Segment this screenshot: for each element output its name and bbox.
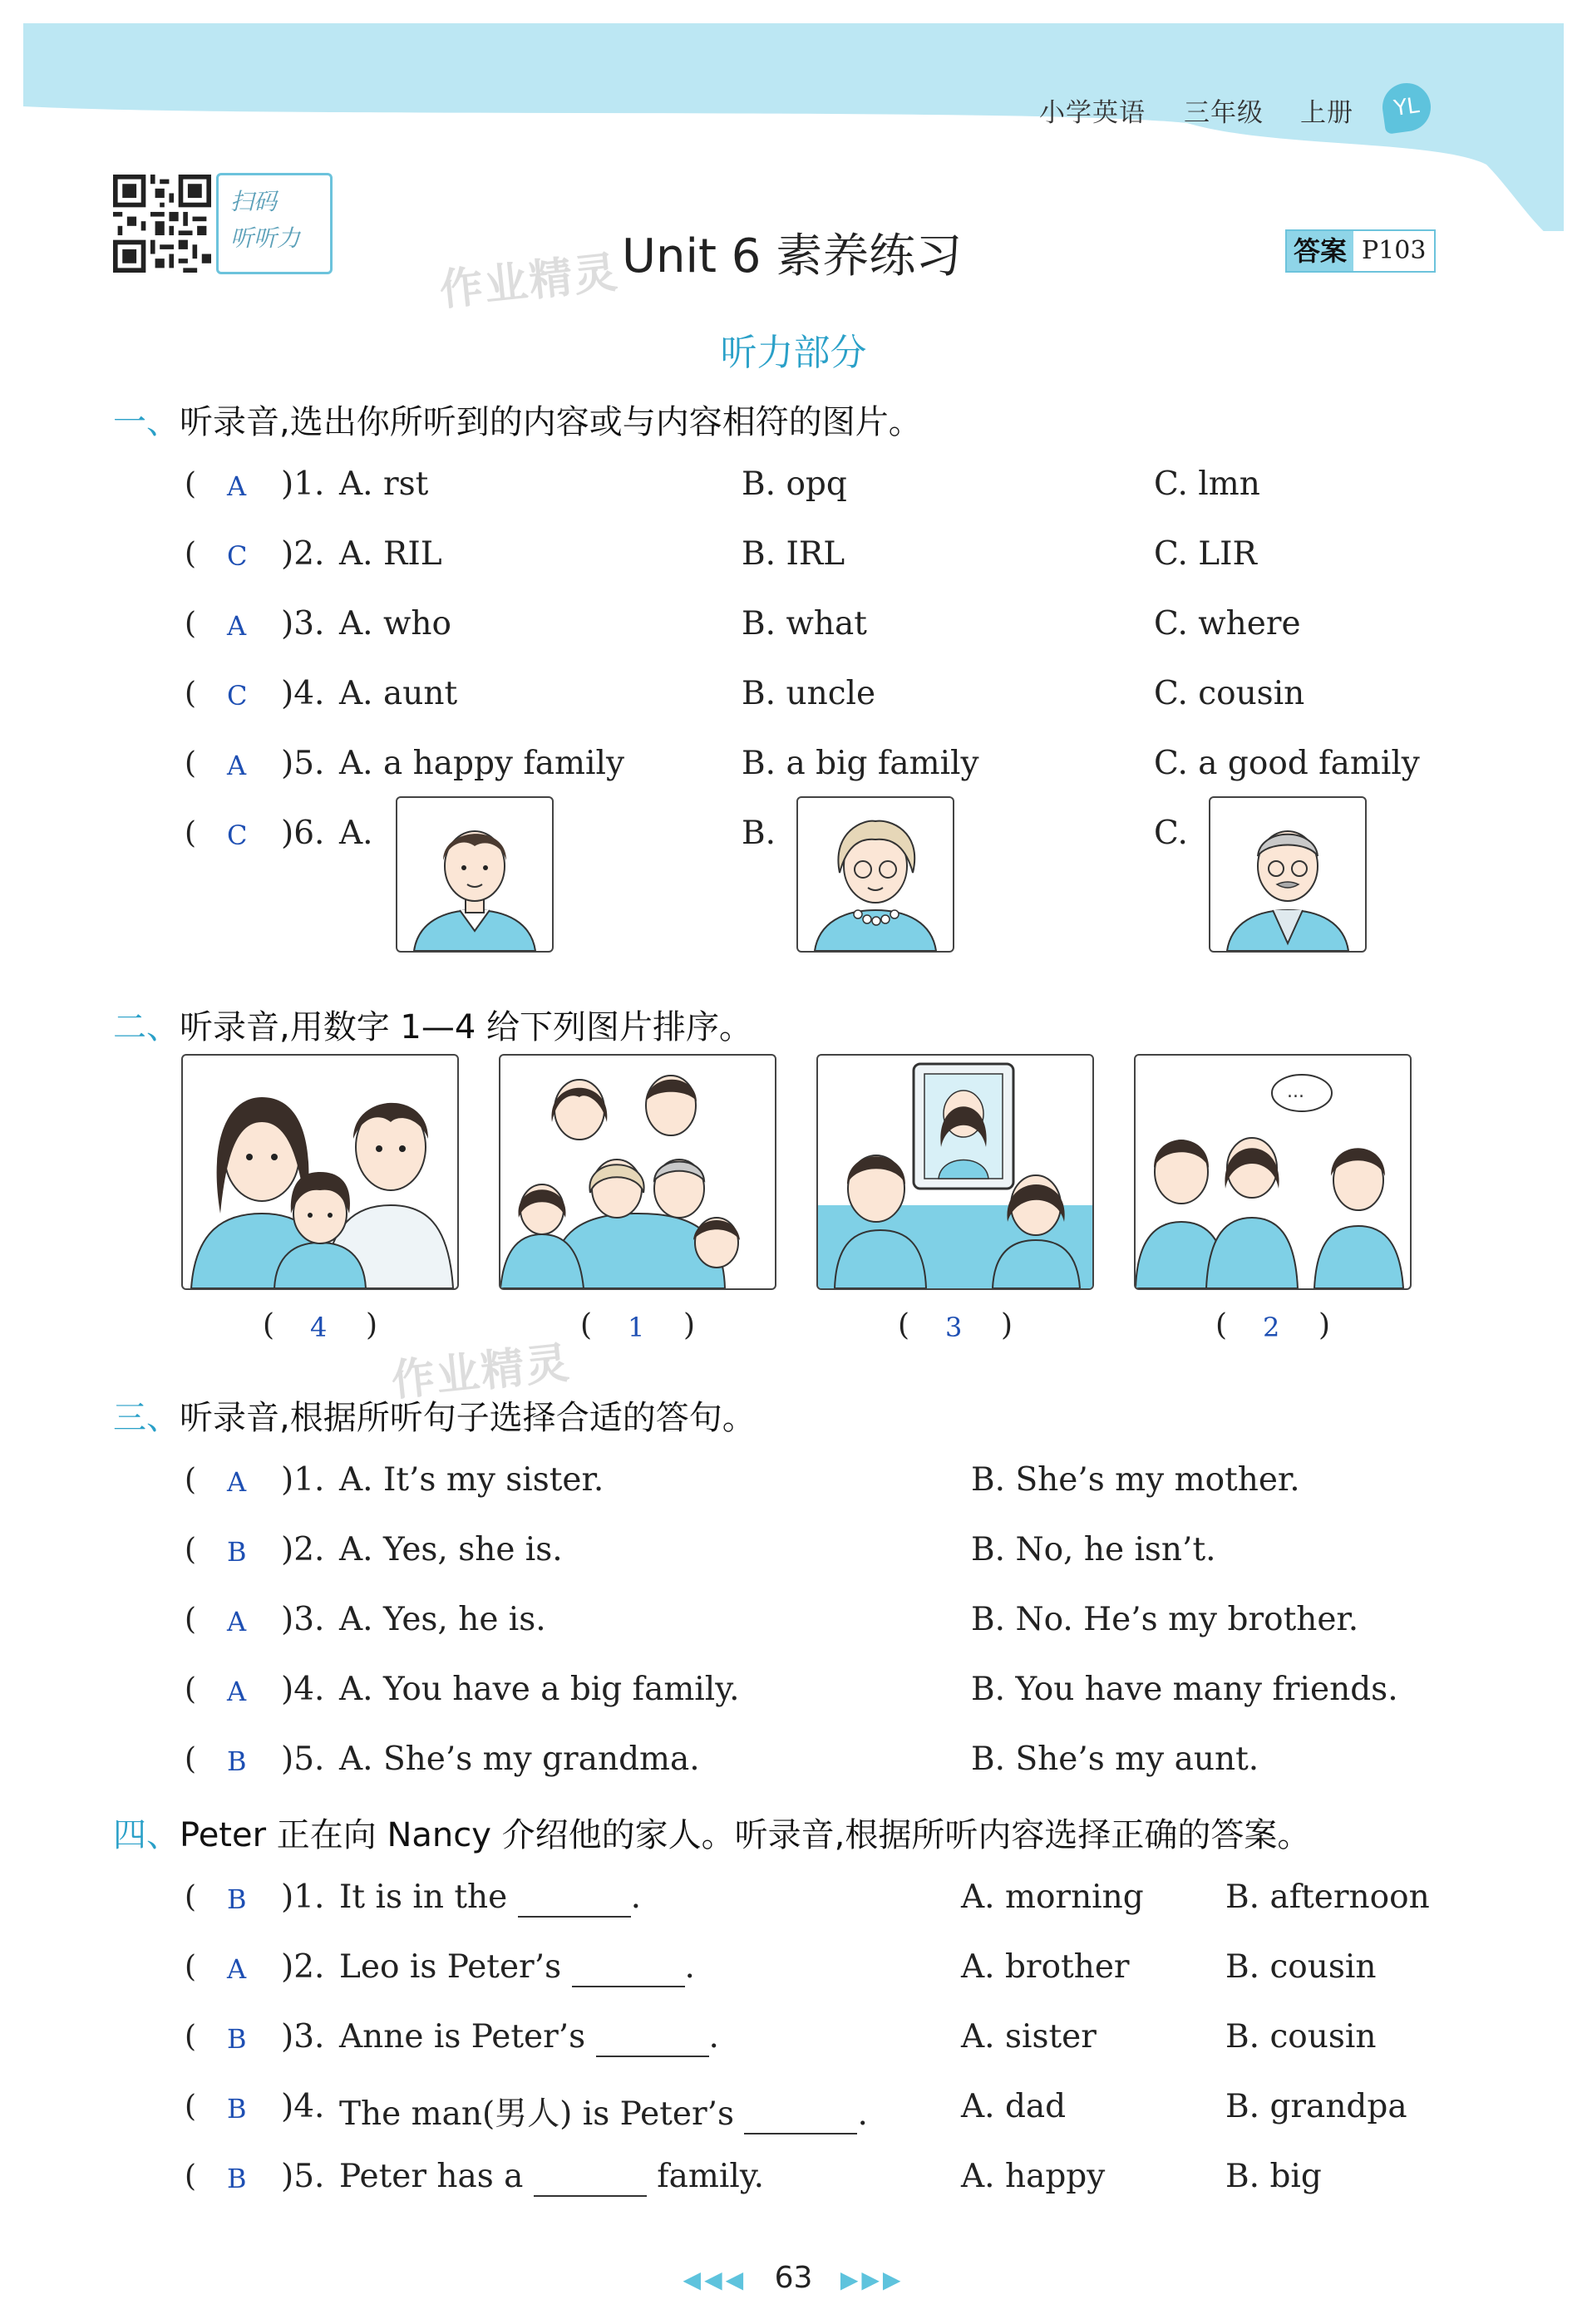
option-b: B. cousin: [1225, 2018, 1377, 2056]
option-a: A. a happy family: [339, 745, 624, 782]
page-number: 63: [774, 2261, 813, 2295]
option-c: C. cousin: [1154, 675, 1305, 712]
scan-label-line1: 扫码: [230, 188, 278, 215]
option-b: B. afternoon: [1225, 1878, 1430, 1916]
option-b: B. a big family: [742, 745, 979, 782]
option-b: B. uncle: [742, 675, 876, 712]
answer-mark: C: [227, 820, 248, 851]
option-a: A. Yes, she is.: [339, 1531, 563, 1568]
option-a: A. brother: [961, 1948, 1130, 1986]
scan-label-line2: 听听力: [230, 224, 301, 252]
item-number: )2.: [281, 535, 325, 573]
answer-mark: C: [227, 540, 248, 572]
item-number: )5.: [281, 745, 325, 782]
option-a: A. You have a big family.: [339, 1671, 740, 1708]
picture-children-talking: [1134, 1054, 1412, 1290]
page-title: Unit 6 素养练习: [622, 229, 963, 283]
order-answer-4: 2: [1263, 1312, 1280, 1343]
answer-page: P103: [1353, 231, 1434, 271]
header-subject: 小学英语: [1039, 98, 1146, 128]
question-stem: [339, 2158, 764, 2197]
option-a: A. who: [339, 605, 451, 643]
option-b: B. IRL: [742, 535, 845, 573]
answer-mark: B: [227, 2163, 247, 2194]
option-a: A. She’s my grandma.: [339, 1741, 700, 1778]
picture-young-man: [396, 796, 554, 953]
item-number: )4.: [281, 2088, 325, 2125]
answer-mark: B: [227, 1536, 247, 1568]
answer-mark: C: [227, 680, 248, 711]
option-b: B. No, he isn’t.: [971, 1531, 1216, 1568]
order-answer-2: 1: [628, 1312, 645, 1343]
item-number: )3.: [281, 605, 325, 643]
picture-grandpa: [1209, 796, 1367, 953]
svg-text:...: ...: [1287, 1081, 1304, 1102]
answer-label: 答案: [1287, 231, 1353, 271]
picture-family-of-three: [181, 1054, 459, 1290]
qr-code-icon[interactable]: [113, 175, 211, 273]
part3-heading: [113, 1391, 756, 1439]
answer-blank: [518, 1878, 631, 1918]
picture-big-family: [499, 1054, 776, 1290]
answer-mark: A: [227, 750, 247, 781]
option-b: B. big: [1225, 2158, 1322, 2195]
option-b: B. You have many friends.: [971, 1671, 1398, 1708]
option-a: A. RIL: [339, 535, 442, 573]
item-number: )1.: [281, 1461, 325, 1499]
question-stem: [339, 2088, 868, 2134]
item-number: )5.: [281, 1741, 325, 1778]
stem-text: It is in the: [339, 1878, 508, 1916]
answer-mark: B: [227, 2093, 247, 2125]
scan-to-listen-label: [216, 173, 333, 274]
stem-end: .: [857, 2095, 868, 2133]
option-b: B. She’s my mother.: [971, 1461, 1300, 1499]
answer-blank: [596, 2018, 709, 2057]
option-a: A. Yes, he is.: [339, 1601, 546, 1638]
option-a: A. aunt: [339, 675, 458, 712]
part3-text: 听录音,根据所听句子选择合适的答句。: [180, 1399, 756, 1437]
option-a: A. sister: [961, 2018, 1097, 2056]
stem-text: Anne is Peter’s: [339, 2018, 586, 2056]
part4-heading: [113, 1809, 1310, 1856]
item-number: )3.: [281, 2018, 325, 2056]
option-c: C. LIR: [1154, 535, 1257, 573]
answer-mark: B: [227, 2023, 247, 2055]
order-answer-1: 4: [310, 1312, 328, 1343]
item-number: )3.: [281, 1601, 325, 1638]
picture-grandma: [796, 796, 954, 953]
stem-end: .: [708, 2018, 719, 2056]
part1-heading: [113, 396, 922, 443]
picture-children-with-portrait: [816, 1054, 1094, 1290]
part4-text: Peter 正在向 Nancy 介绍他的家人。听录音,根据所听内容选择正确的答案。: [180, 1816, 1311, 1854]
part4-number: 四、: [113, 1816, 180, 1854]
answer-mark: B: [227, 1883, 247, 1915]
answer-blank: [534, 2158, 647, 2197]
answer-mark: B: [227, 1745, 247, 1777]
option-c: C. lmn: [1154, 465, 1260, 503]
answer-reference: [1285, 229, 1436, 273]
option-a: A.: [339, 815, 373, 852]
stem-text: Peter has a: [339, 2158, 524, 2195]
header-volume: 上册: [1300, 98, 1353, 128]
option-b: B. what: [742, 605, 867, 643]
option-b: B. opq: [742, 465, 847, 503]
option-c: C. a good family: [1154, 745, 1420, 782]
question-stem: [339, 1878, 641, 1918]
item-number: )1.: [281, 1878, 325, 1916]
option-b: B. No. He’s my brother.: [971, 1601, 1359, 1638]
prev-arrows-icon: ◀◀◀: [683, 2266, 747, 2293]
answer-mark: A: [227, 1466, 247, 1498]
order-answer-3: 3: [945, 1312, 963, 1343]
item-number: )4.: [281, 675, 325, 712]
option-a: A. rst: [339, 465, 429, 503]
stem-end: .: [630, 1878, 642, 1916]
part1-number: 一、: [113, 403, 180, 441]
option-c: C. where: [1154, 605, 1301, 643]
answer-mark: A: [227, 610, 247, 642]
answer-blank: [572, 1948, 685, 1987]
option-b: B. cousin: [1225, 1948, 1377, 1986]
option-a: A. dad: [961, 2088, 1067, 2125]
part2-text: 听录音,用数字 1—4 给下列图片排序。: [180, 1008, 753, 1046]
option-b: B. She’s my aunt.: [971, 1741, 1259, 1778]
item-number: )2.: [281, 1531, 325, 1568]
item-number: )1.: [281, 465, 325, 503]
option-c: C.: [1154, 815, 1188, 852]
option-b: B. grandpa: [1225, 2088, 1407, 2125]
stem-end: family.: [657, 2158, 765, 2195]
stem-text: Leo is Peter’s: [339, 1948, 562, 1986]
stem-end: .: [684, 1948, 695, 1986]
stem-text: The man(男人) is Peter’s: [339, 2095, 735, 2133]
worksheet-page: 小学英语 三年级 上册 YL 扫码 听听力 Unit 6 素养练习 答案 P103 作业精灵 作业精灵 听力部分 一、听录音,选出你所听到的内容或与内容相符的图片。 ( A )1. A. rst B. opq C. lmn ( C )2. A. RIL B. IRL C. LIR ( A )3. A. who B. what C. where ( C )4. A. aunt B. uncle C. cousin ( A )5. A. a happy family B. a big family C. a good family ( C )6. A. B. C. 二、听录音,用数字 1—4 给下列图片排序。 ... ( 4 ) ( 1 ) ( 3 ) ( 2 ) 三、听录音,根据所听句子选择合适的答句。 ( A )1. A. It’s my sister. B. She’s my mother. ( B )2. A. Yes, she is. B. No, he isn’t. ( A )3. A. Yes, he is. B. No. He’s my brother. ( A )4. A. You have a big family. B. You have many friends. ( B )5. A. She’s my grandma. B. She’s my aunt. 四、Peter 正在向 Nancy 介绍他的家人。听录音,根据所听内容选择正确的答案。 ( B )1. It is in the . A. morning B. afternoon ( A )2. Leo is Peter’s . A. brother B. cousin ( B )3. Anne is Peter’s . A. sister B. cousin ( B )4. The man(男人) is Peter’s . A. dad B. grandpa ( B )5. Peter has a family. A. happy B. big ◀◀◀ 63 ▶▶▶: [23, 23, 1564, 2301]
item-number: )5.: [281, 2158, 325, 2195]
item-number: )4.: [281, 1671, 325, 1708]
option-a: A. It’s my sister.: [339, 1461, 604, 1499]
option-a: A. happy: [961, 2158, 1106, 2195]
item-number: )2.: [281, 1948, 325, 1986]
answer-mark: A: [227, 470, 247, 502]
answer-blank: [744, 2095, 857, 2134]
publisher-badge: YL: [1379, 80, 1434, 135]
answer-mark: A: [227, 1676, 247, 1707]
header-grade: 三年级: [1184, 98, 1264, 128]
section-title: 听力部分: [720, 332, 867, 374]
watermark: 作业精灵: [389, 1337, 574, 1407]
question-stem: [339, 1948, 695, 1987]
option-a: A. morning: [961, 1878, 1144, 1916]
page-footer: [23, 2261, 1564, 2295]
part3-number: 三、: [113, 1399, 180, 1437]
question-stem: [339, 2018, 719, 2057]
next-arrows-icon: ▶▶▶: [840, 2266, 904, 2293]
item-number: )6.: [281, 815, 325, 852]
part1-text: 听录音,选出你所听到的内容或与内容相符的图片。: [180, 403, 922, 441]
part2-number: 二、: [113, 1008, 180, 1046]
option-b: B.: [742, 815, 776, 852]
answer-mark: A: [227, 1606, 247, 1637]
part2-heading: [113, 1001, 752, 1048]
watermark: 作业精灵: [437, 247, 622, 317]
answer-mark: A: [227, 1953, 247, 1985]
